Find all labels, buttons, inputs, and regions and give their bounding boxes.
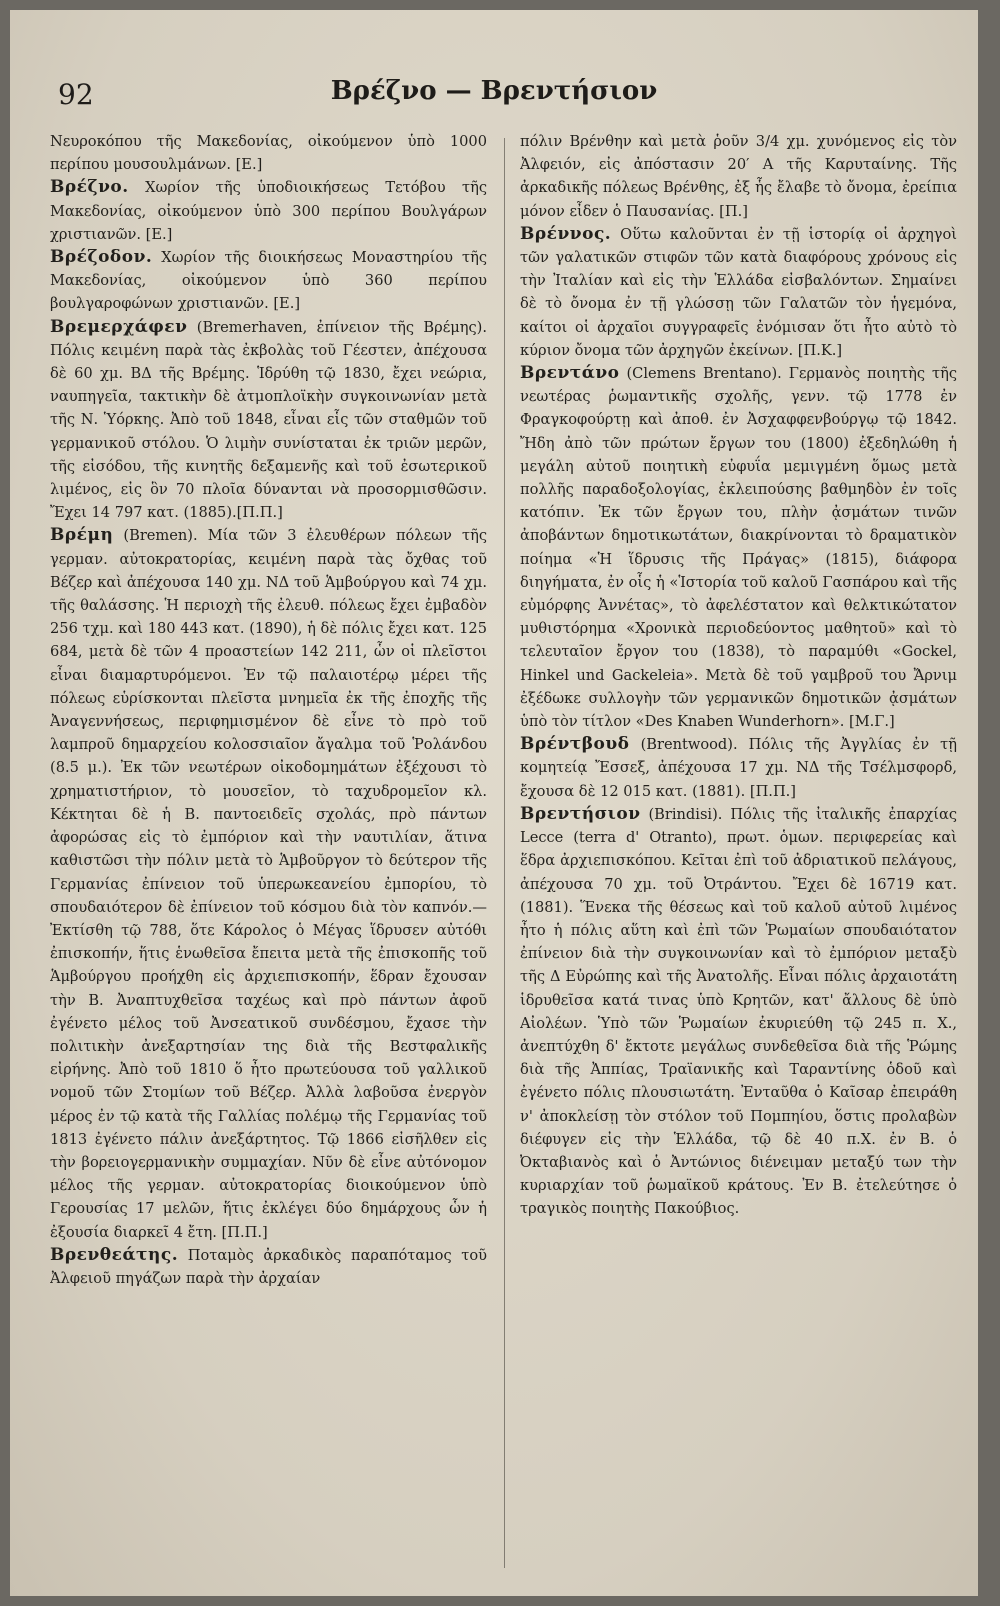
entry-text: (Brentwood). Πόλις τῆς Ἀγγλίας ἐν τῇ κομητείᾳ Ἔσσεξ, ἀπέχουσα 17 χμ. ΝΔ τῆς Τσέλμσφορδ, ἔχουσα δὲ 12 015 κατ. (1881). [Π.Π.] (520, 736, 957, 800)
entry-headword: Βρεμερχάφεν (50, 316, 188, 337)
entry-headword: Βρεντήσιον (520, 803, 641, 824)
entry (50, 246, 487, 316)
entry (50, 1244, 487, 1290)
entry-headword: Βρεντάνο (520, 363, 620, 384)
entry-text: (Bremen). Μία τῶν 3 ἐλευθέρων πόλεων τῆς γερμαν. αὐτοκρατορίας, κειμένη παρὰ τὰς ὄχθας τοῦ Βέζερ καὶ ἀπέχουσα 140 χμ. ΝΔ τοῦ Ἁμβούργου καὶ 74 χμ. τῆς θαλάσσης. Ἡ περιοχὴ τῆς ἐλευθ. πόλεως ἔχει ἐμβαδὸν 256 τχμ. καὶ 180 443 κατ. (1890), ἡ δὲ πόλις ἔχει κατ. 125 684, μετὰ δὲ τῶν 4 προαστείων 142 211, ὧν οἱ πλεῖστοι εἶναι διαμαρτυρόμενοι. Ἐν τῷ παλαιοτέρῳ μέρει τῆς πόλεως εὑρίσκονται πλεῖστα μνημεῖα ἐκ τῆς ἐποχῆς τῆς Ἀναγεννήσεως, περιφημισμένον δὲ εἶνε τὸ πρὸ τοῦ λαμπροῦ δημαρχείου κολοσσιαῖον ἄγαλμα τοῦ Ῥολάνδου (8.5 μ.). Ἐκ τῶν νεωτέρων οἰκοδομημάτων ἐξέχουσι τὸ χρηματιστήριον, τὸ μουσεῖον, τὸ ταχυδρομεῖον κλ. Κέκτηται δὲ ἡ Β. παντοειδεῖς σχολάς, πρὸ πάντων ἀφορώσας εἰς τὸ ἐμπόριον καὶ τὴν ναυτιλίαν, ἅτινα καθιστῶσι τὴν πόλιν μετὰ τὸ Ἁμβοῦργον τὸ δεύτερον τῆς Γερμανίας ἐπίνειον τοῦ ὑπερωκεανείου ἐμπορίου, τὸ σπουδαιότερον δὲ ἐπίνειον τοῦ κόσμου διὰ τὸν καπνόν.—Ἐκτίσθη τῷ 788, ὅτε Κάρολος ὁ Μέγας ἵδρυσεν αὐτόθι ἐπισκοπήν, ἥτις ἑνωθεῖσα ἔπειτα μετὰ τῆς ἐπισκοπῆς τοῦ Ἁμβούργου προήχθη εἰς ἀρχιεπισκοπήν, ἕδραν ἔχουσαν τὴν Β. Ἀναπτυχθεῖσα ταχέως καὶ πρὸ πάντων ἀφοῦ ἐγένετο μέλος τοῦ Ἀνσεατικοῦ συνδέσμου, ἔχασε τὴν πολιτικὴν ἀνεξαρτησίαν της διὰ τῆς Βεστφαλικῆς εἰρήνης. Ἀπὸ τοῦ 1810 ὅ ἦτο πρωτεύουσα τοῦ γαλλικοῦ νομοῦ τῶν Στομίων τοῦ Βέζερ. Ἀλλὰ λαβοῦσα ἐνεργὸν μέρος ἐν τῷ κατὰ τῆς Γαλλίας πολέμῳ τῆς Γερμανίας τοῦ 1813 ἐγένετο πάλιν ἀνεξάρτητος. Τῷ 1866 εἰσῆλθεν εἰς τὴν βορειογερμανικὴν συμμαχίαν. Νῦν δὲ εἶνε αὐτόνομον μέλος τῆς γερμαν. αὐτοκρατορίας διοικούμενον ὑπὸ Γερουσίας 17 μελῶν, ἥτις ἐκλέγει δύο δημάρχους ὧν ἡ ἐξουσία διαρκεῖ 4 ἔτη. [Π.Π.] (50, 527, 487, 1241)
entry-headword: Βρέντβουδ (520, 734, 630, 755)
entry (520, 223, 957, 362)
entry (520, 733, 957, 803)
entry-headword: Βρενθεάτης. (50, 1244, 179, 1265)
entry-headword: Βρέζοδον. (50, 247, 153, 268)
entry-text: (Clemens Brentano). Γερμανὸς ποιητὴς τῆς νεωτέρας ῥωμαντικῆς σχολῆς, γενν. τῷ 1778 ἐν Φραγκοφούρτῃ καὶ ἀποθ. ἐν Ἀσχαφφενβούργῳ τῷ 1842. Ἤδη ἀπὸ τῶν πρώτων ἔργων του (1800) ἐξεδηλώθη ἡ μεγάλη αὐτοῦ ποιητικὴ εὐφυΐα μεμιγμένη ὅμως μετὰ πολλῆς παραδοξολογίας, ἐκλειπούσης βαθμηδὸν ἐν τοῖς κατόπιν. Ἐκ τῶν ἔργων του, πλὴν ᾀσμάτων τινῶν ἀποβάντων δημοτικωτάτων, διακρίνονται τὸ δραματικὸν ποίημα «Ἡ ἵδρυσις τῆς Πράγας» (1815), διάφορα διηγήματα, ἐν οἷς ἡ «Ἱστορία τοῦ καλοῦ Γασπάρου καὶ τῆς εὐμόρφης Ἀννέτας», τὸ ἀφελέστατον καὶ θελκτικώτατον μυθιστόρημα «Χρονικὰ περιοδεύοντος μαθητοῦ» καὶ τὸ τελευταῖον ἔργον του (1838), τὸ παραμύθι «Gockel, Hinkel und Gackeleia». Μετὰ δὲ τοῦ γαμβροῦ του Ἄρνιμ ἐξέδωκε συλλογὴν τῶν γερμανικῶν δημοτικῶν ᾀσμάτων ὑπὸ τὸν τίτλον «Des Knaben Wunderhorn». [Μ.Γ.] (520, 365, 957, 731)
entry (50, 176, 487, 246)
entry (50, 524, 487, 1243)
text-columns (50, 130, 960, 1580)
running-head (50, 70, 938, 120)
entry-text: Νευροκόπου τῆς Μακεδονίας, οἰκούμενον ὑπὸ 1000 περίπου μουσουλμάνων. [Ε.] (50, 133, 487, 174)
entry (50, 130, 487, 176)
entry-headword: Βρέμη (50, 525, 114, 546)
column-divider (504, 138, 505, 1568)
entry-text: Οὕτω καλοῦνται ἐν τῇ ἱστορίᾳ οἱ ἀρχηγοὶ τῶν γαλατικῶν στιφῶν τῶν κατὰ διαφόρους χρόνους εἰς τὴν Ἰταλίαν καὶ εἰς τὴν Ἑλλάδα εἰσβαλόντων. Σημαίνει δὲ τὸ ὄνομα ἐν τῇ γλώσσῃ τῶν Γαλατῶν τὸν ἡγεμόνα, καίτοι οἱ ἀρχαῖοι συγγραφεῖς ἐνόμισαν ὅτι ἦτο αὐτὸ τὸ κύριον ὄνομα τῶν ἀρχηγῶν ἐκείνων. [Π.Κ.] (520, 225, 957, 359)
entry (520, 362, 957, 733)
entry (520, 130, 957, 223)
entry-text: Χωρίον τῆς ὑποδιοικήσεως Τετόβου τῆς Μακεδονίας, οἰκούμενον ὑπὸ 300 περίπου Βουλγάρων χριστιανῶν. [Ε.] (50, 179, 487, 243)
entry (50, 316, 487, 525)
entry-text: Χωρίον τῆς διοικήσεως Μοναστηρίου τῆς Μακεδονίας, οἰκούμενον ὑπὸ 360 περίπου βουλγαροφώνων χριστιανῶν. [Ε.] (50, 249, 487, 313)
entry-text: (Brindisi). Πόλις τῆς ἰταλικῆς ἐπαρχίας Lecce (terra d' Otranto), πρωτ. ὁμων. περιφερείας καὶ ἕδρα ἀρχιεπισκόπου. Κεῖται ἐπὶ τοῦ ἀδριατικοῦ πελάγους, ἀπέχουσα 70 χμ. τοῦ Ὀτράντου. Ἔχει δὲ 16719 κατ. (1881). Ἕνεκα τῆς θέσεως καὶ τοῦ καλοῦ αὐτοῦ λιμένος ἦτο ἡ πόλις αὕτη καὶ ἐπὶ τῶν Ῥωμαίων σπουδαιότατον ἐπίνειον διὰ τὴν συγκοινωνίαν καὶ τὸ ἐμπόριον μεταξὺ τῆς Δ Εὐρώπης καὶ τῆς Ἀνατολῆς. Εἶναι πόλις ἀρχαιοτάτη ἱδρυθεῖσα κατά τινας ὑπὸ Κρητῶν, κατ' ἄλλους δὲ ὑπὸ Αἰολέων. Ὑπὸ τῶν Ῥωμαίων ἐκυριεύθη τῷ 245 π. Χ., ἀνεπτύχθη δ' ἔκτοτε μεγάλως συνδεθεῖσα διὰ τῆς Ῥώμης διὰ τῆς Ἀππίας, Τραϊανικῆς καὶ Ταραντίνης ὁδοῦ καὶ ἐγένετο πόλις πλουσιωτάτη. Ἐνταῦθα ὁ Καῖσαρ ἐπειράθη ν' ἀποκλείσῃ τὸν στόλον τοῦ Πομπηίου, ὅστις προλαβὼν διέφυγεν εἰς τὴν Ἑλλάδα, τῷ δὲ 40 π.Χ. ἐν Β. ὁ Ὀκταβιανὸς καὶ ὁ Ἀντώνιος διένειμαν μεταξύ των τὴν κυριαρχίαν τοῦ ῥωμαϊκοῦ κράτους. Ἐν Β. ἐτελεύτησε ὁ τραγικὸς ποιητὴς Πακούβιος. (520, 805, 957, 1218)
entry-text: (Bremerhaven, ἐπίνειον τῆς Βρέμης). Πόλις κειμένη παρὰ τὰς ἐκβολὰς τοῦ Γέεστεν, ἀπέχουσα δὲ 60 χμ. ΒΔ τῆς Βρέμης. Ἱδρύθη τῷ 1830, ἔχει νεώρια, ναυπηγεῖα, τακτικὴν δὲ ἀτμοπλοϊκὴν συγκοινωνίαν μετὰ τῆς Ν. Ὑόρκης. Ἀπὸ τοῦ 1848, εἶναι εἷς τῶν σταθμῶν τοῦ γερμανικοῦ στόλου. Ὁ λιμὴν συνίσταται ἐκ τριῶν μερῶν, τῆς εἰσόδου, τῆς κινητῆς δεξαμενῆς καὶ τοῦ ἐσωτερικοῦ λιμένος, εἰς ὃν 70 πλοῖα δύνανται νὰ προσορμισθῶσιν. Ἔχει 14 797 κατ. (1885).[Π.Π.] (50, 318, 487, 522)
page-number: 92 (58, 78, 94, 111)
right-column (520, 130, 957, 1580)
running-title: Βρέζνο — Βρεντήσιον (330, 76, 658, 106)
page (10, 10, 978, 1596)
entry (520, 803, 957, 1221)
left-column (50, 130, 487, 1580)
entry-text: πόλιν Βρένθην καὶ μετὰ ῥοῦν 3/4 χμ. χυνόμενος εἰς τὸν Ἀλφειόν, εἰς ἀπόστασιν 20′ Α τῆς Καρυταίνης. Τῆς ἀρκαδικῆς πόλεως Βρένθης, ἐξ ἧς ἔλαβε τὸ ὄνομα, ἐρείπια μόνον εἶδεν ὁ Παυσανίας. [Π.] (520, 133, 957, 220)
entry-text: Ποταμὸς ἀρκαδικὸς παραπόταμος τοῦ Ἀλφειοῦ πηγάζων παρὰ τὴν ἀρχαίαν (50, 1246, 487, 1287)
entry-headword: Βρέζνο. (50, 177, 129, 198)
entry-headword: Βρέννος. (520, 223, 612, 244)
